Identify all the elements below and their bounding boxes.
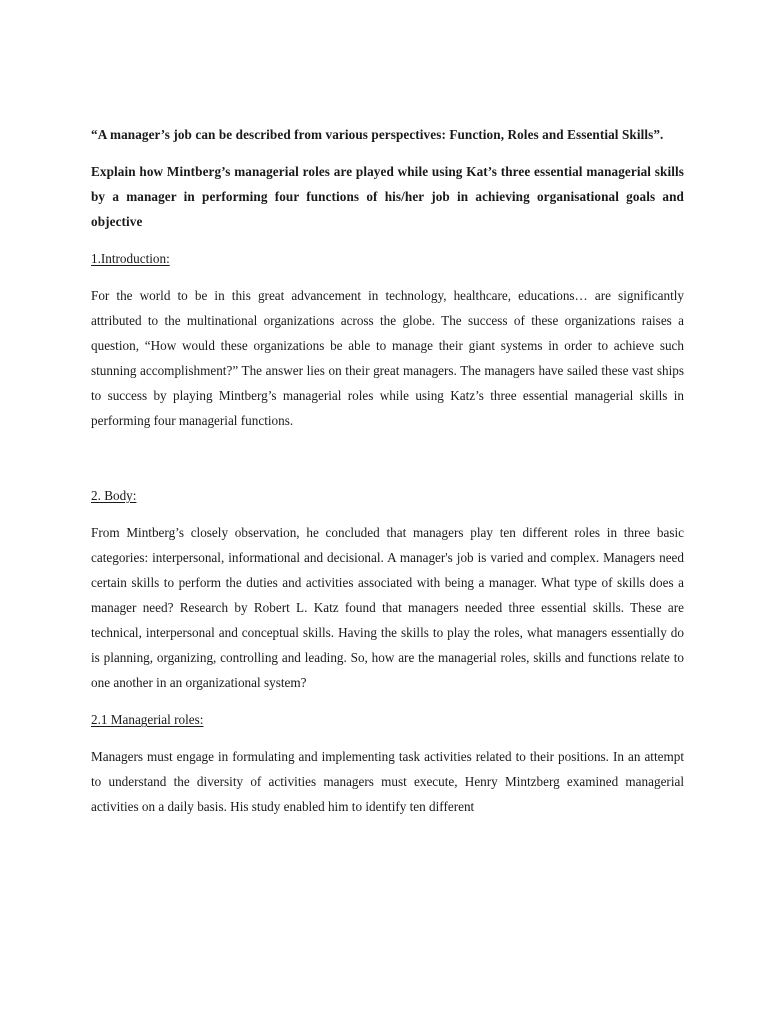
essay-question: Explain how Mintberg’s managerial roles are played while using Kat’s three essential managerial skills by a manager in performing four functions of his/her job in achieving organisational goals and objective bbox=[91, 164, 684, 229]
managerial-roles-heading: 2.1 Managerial roles: bbox=[91, 712, 204, 727]
body-heading: 2. Body: bbox=[91, 488, 137, 503]
introduction-heading: 1.Introduction: bbox=[91, 251, 170, 266]
body-paragraph: From Mintberg’s closely observation, he concluded that managers play ten different roles in three basic categories: interpersonal, informational and decisional. A manager's job is varied and complex. Managers need certain skills to perform the duties and activities associated with being a manager. What type of skills does a manager need? Research by Robert L. Katz found that managers needed three essential skills. These are technical, interpersonal and conceptual skills. Having the skills to play the roles, what managers essentially do is planning, organizing, controlling and leading. So, how are the managerial roles, skills and functions relate to one another in an organizational system? bbox=[91, 525, 684, 690]
title-quote: “A manager’s job can be described from various perspectives: Function, Roles and Essential Skills”. bbox=[91, 127, 664, 142]
managerial-roles-paragraph: Managers must engage in formulating and implementing task activities related to their positions. In an attempt to understand the diversity of activities managers must execute, Henry Mintzberg examined managerial activities on a daily basis. His study enabled him to identify ten different bbox=[91, 749, 684, 814]
introduction-paragraph: For the world to be in this great advancement in technology, healthcare, educations… are significantly attributed to the multinational organizations across the globe. The success of these organizations raises a question, “How would these organizations be able to manage their giant systems in order to achieve such stunning accomplishment?” The answer lies on their great managers. The managers have sailed these vast ships to success by playing Mintberg’s managerial roles while using Katz’s three essential managerial skills in performing four managerial functions. bbox=[91, 288, 684, 428]
document-content bbox=[91, 122, 684, 819]
